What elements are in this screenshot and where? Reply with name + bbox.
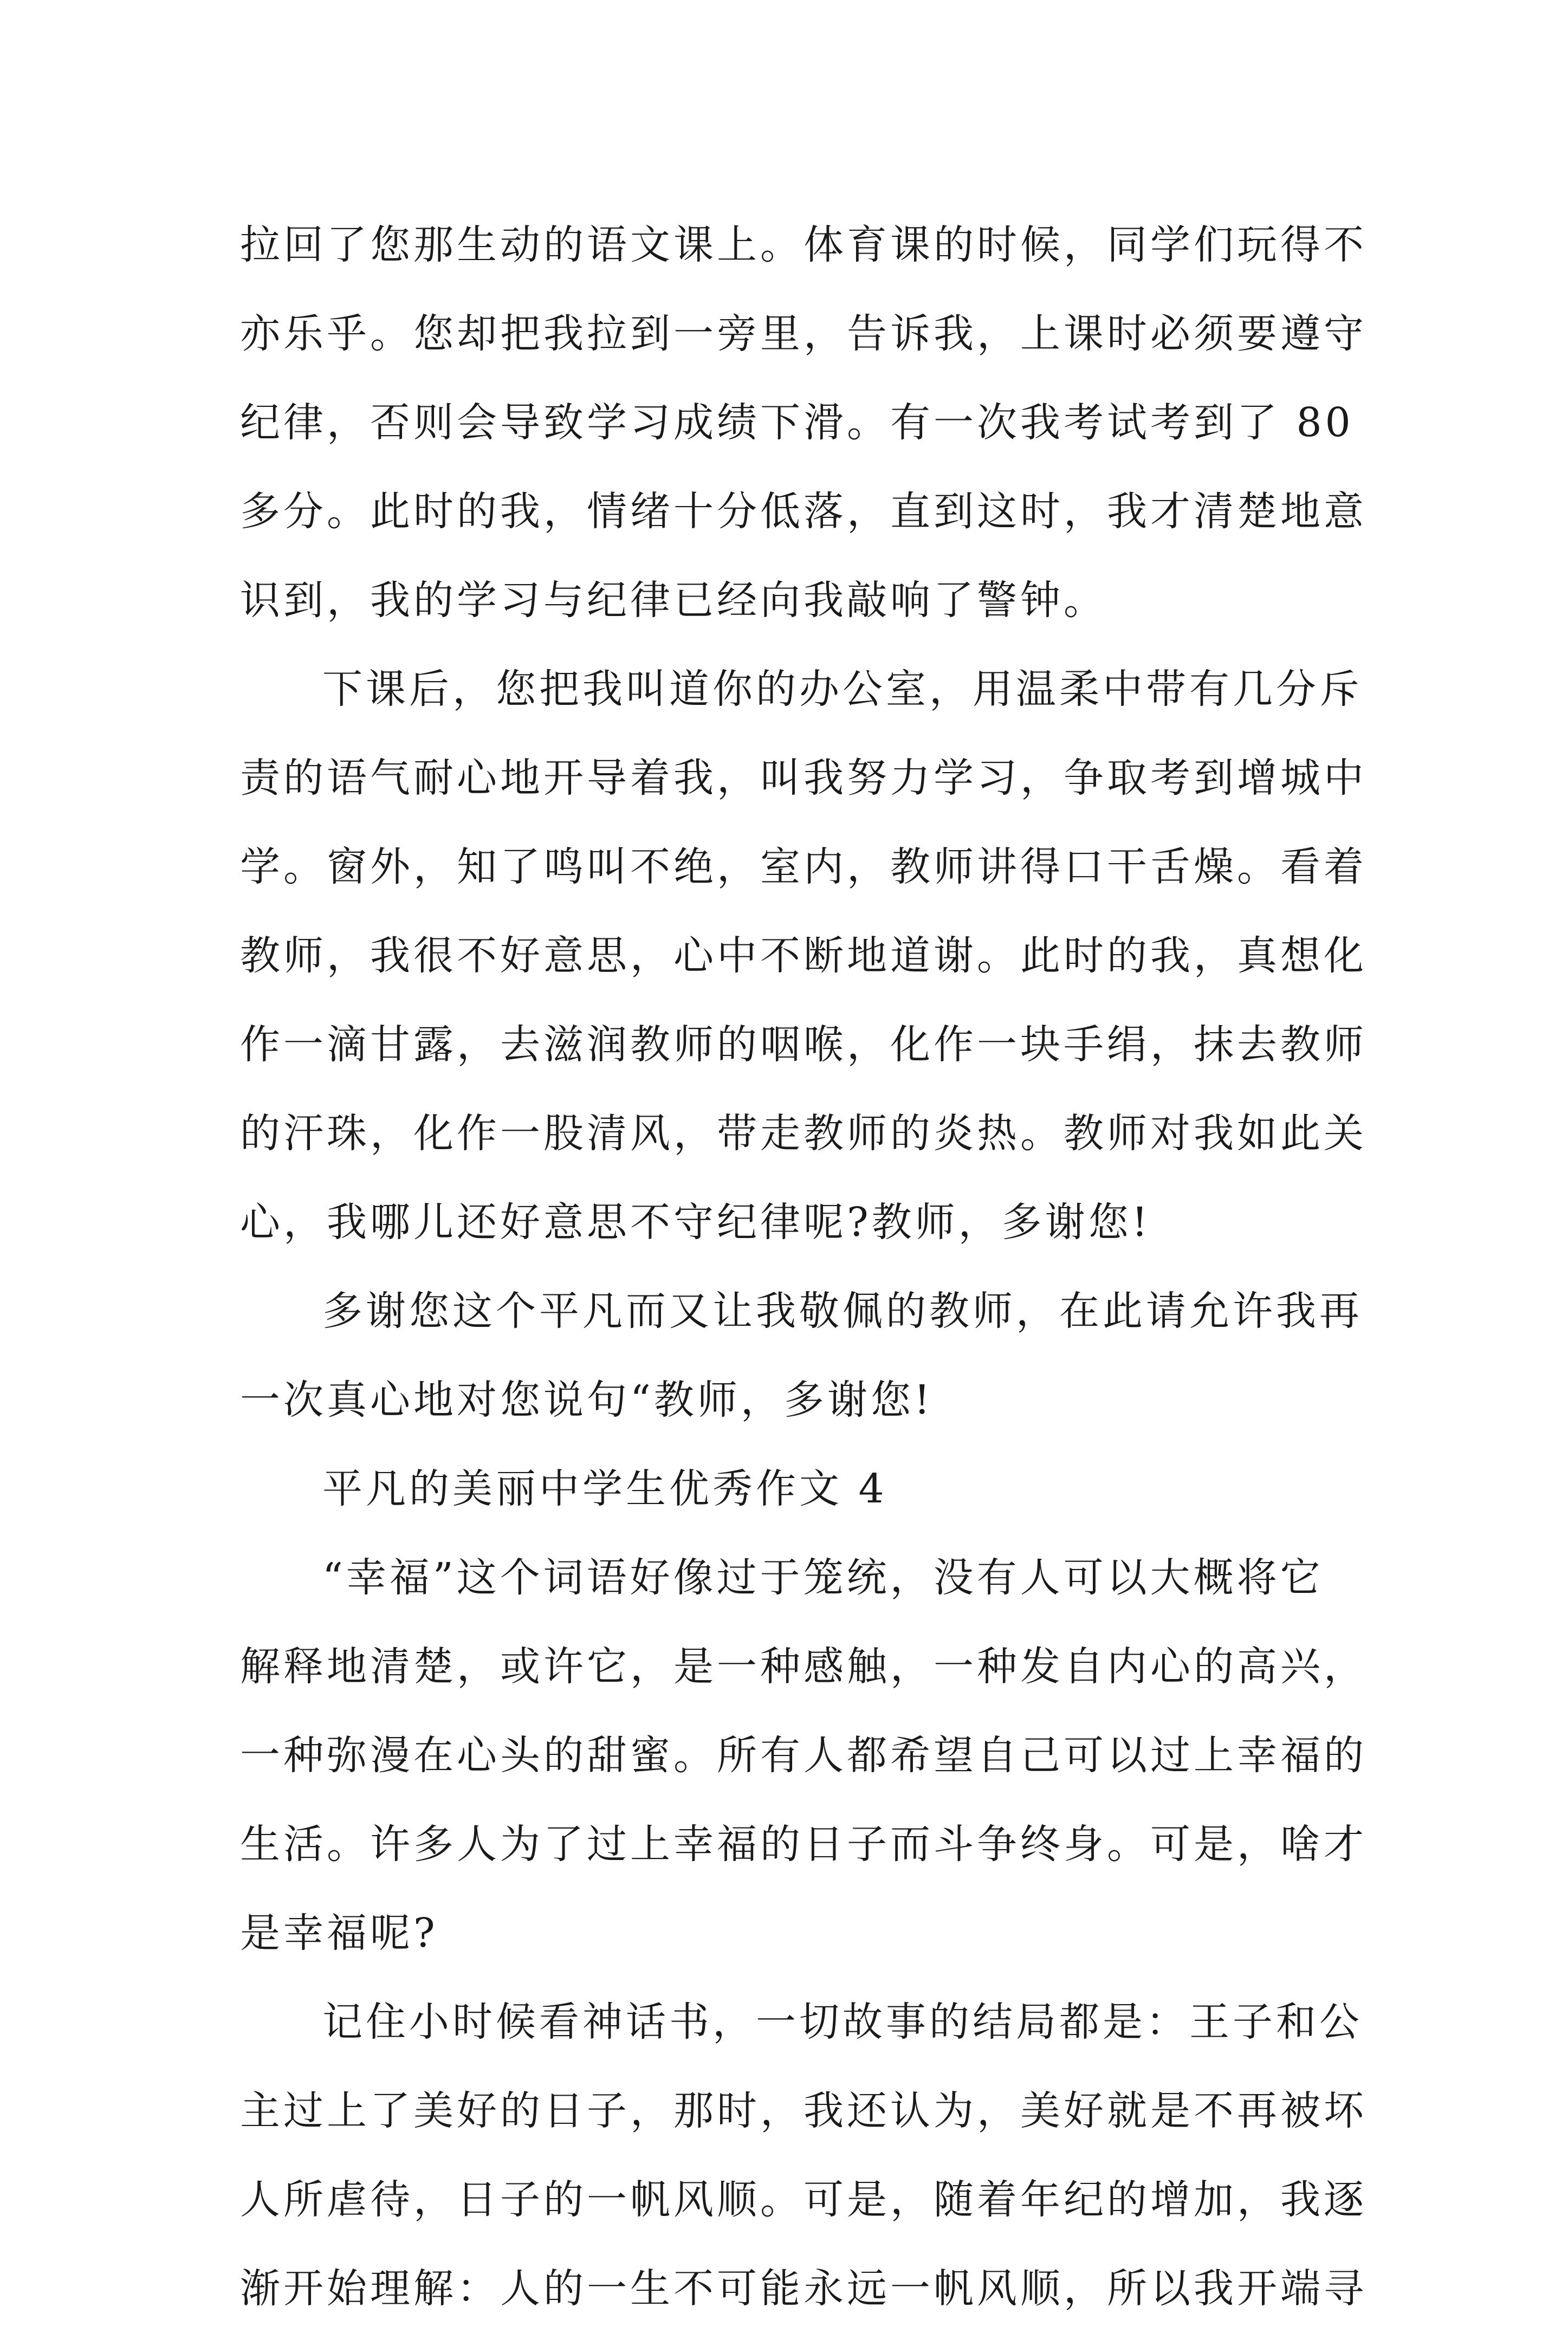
text-line: 拉回了您那生动的语文课上。体育课的时候，同学们玩得不 [240,222,1367,268]
document-body [240,200,1367,2333]
text-line: 亦乐乎。您却把我拉到一旁里，告诉我，上课时必须要遵守 [240,310,1367,357]
text-line: 作一滴甘露，去滋润教师的咽喉，化作一块手绢，抹去教师 [240,1021,1367,1068]
text-line: 是幸福呢? [240,1910,438,1956]
text-line: 记住小时候看神话书，一切故事的结局都是：王子和公 [322,1999,1363,2045]
text-line: 教师，我很不好意思，心中不断地道谢。此时的我，真想化 [240,932,1367,979]
text-line: 一次真心地对您说句“教师，多谢您! [240,1377,934,1423]
text-line: 识到，我的学习与纪律已经向我敲响了警钟。 [240,577,1107,624]
text-line: 纪律，否则会导致学习成绩下滑。有一次我考试考到了 80 [240,399,1354,446]
text-line: 主过上了美好的日子，那时，我还认为，美好就是不再被坏 [240,2088,1367,2134]
text-line: 解释地清楚，或许它，是一种感触，一种发自内心的高兴， [240,1643,1367,1690]
text-line: 人所虐待，日子的一帆风顺。可是，随着年纪的增加，我逐 [240,2176,1367,2223]
text-line: 平凡的美丽中学生优秀作文 4 [322,1466,887,1512]
text-line: “幸福”这个词语好像过于笼统，没有人可以大概将它 [322,1554,1324,1601]
text-line: 多谢您这个平凡而又让我敬佩的教师，在此请允许我再 [322,1288,1363,1334]
text-line: 多分。此时的我，情绪十分低落，直到这时，我才清楚地意 [240,488,1367,535]
text-line: 责的语气耐心地开导着我，叫我努力学习，争取考到增城中 [240,755,1367,801]
text-line: 心，我哪儿还好意思不守纪律呢?教师，多谢您! [240,1199,1151,1246]
text-line: 一种弥漫在心头的甜蜜。所有人都希望自己可以过上幸福的 [240,1732,1367,1779]
text-line: 渐开始理解：人的一生不可能永远一帆风顺，所以我开端寻 [240,2265,1367,2312]
text-line: 生活。许多人为了过上幸福的日子而斗争终身。可是，啥才 [240,1821,1367,1868]
text-line: 的汗珠，化作一股清风，带走教师的炎热。教师对我如此关 [240,1110,1367,1157]
text-line: 下课后，您把我叫道你的办公室，用温柔中带有几分斥 [322,666,1363,712]
text-line: 学。窗外，知了鸣叫不绝，室内，教师讲得口干舌燥。看着 [240,844,1367,890]
